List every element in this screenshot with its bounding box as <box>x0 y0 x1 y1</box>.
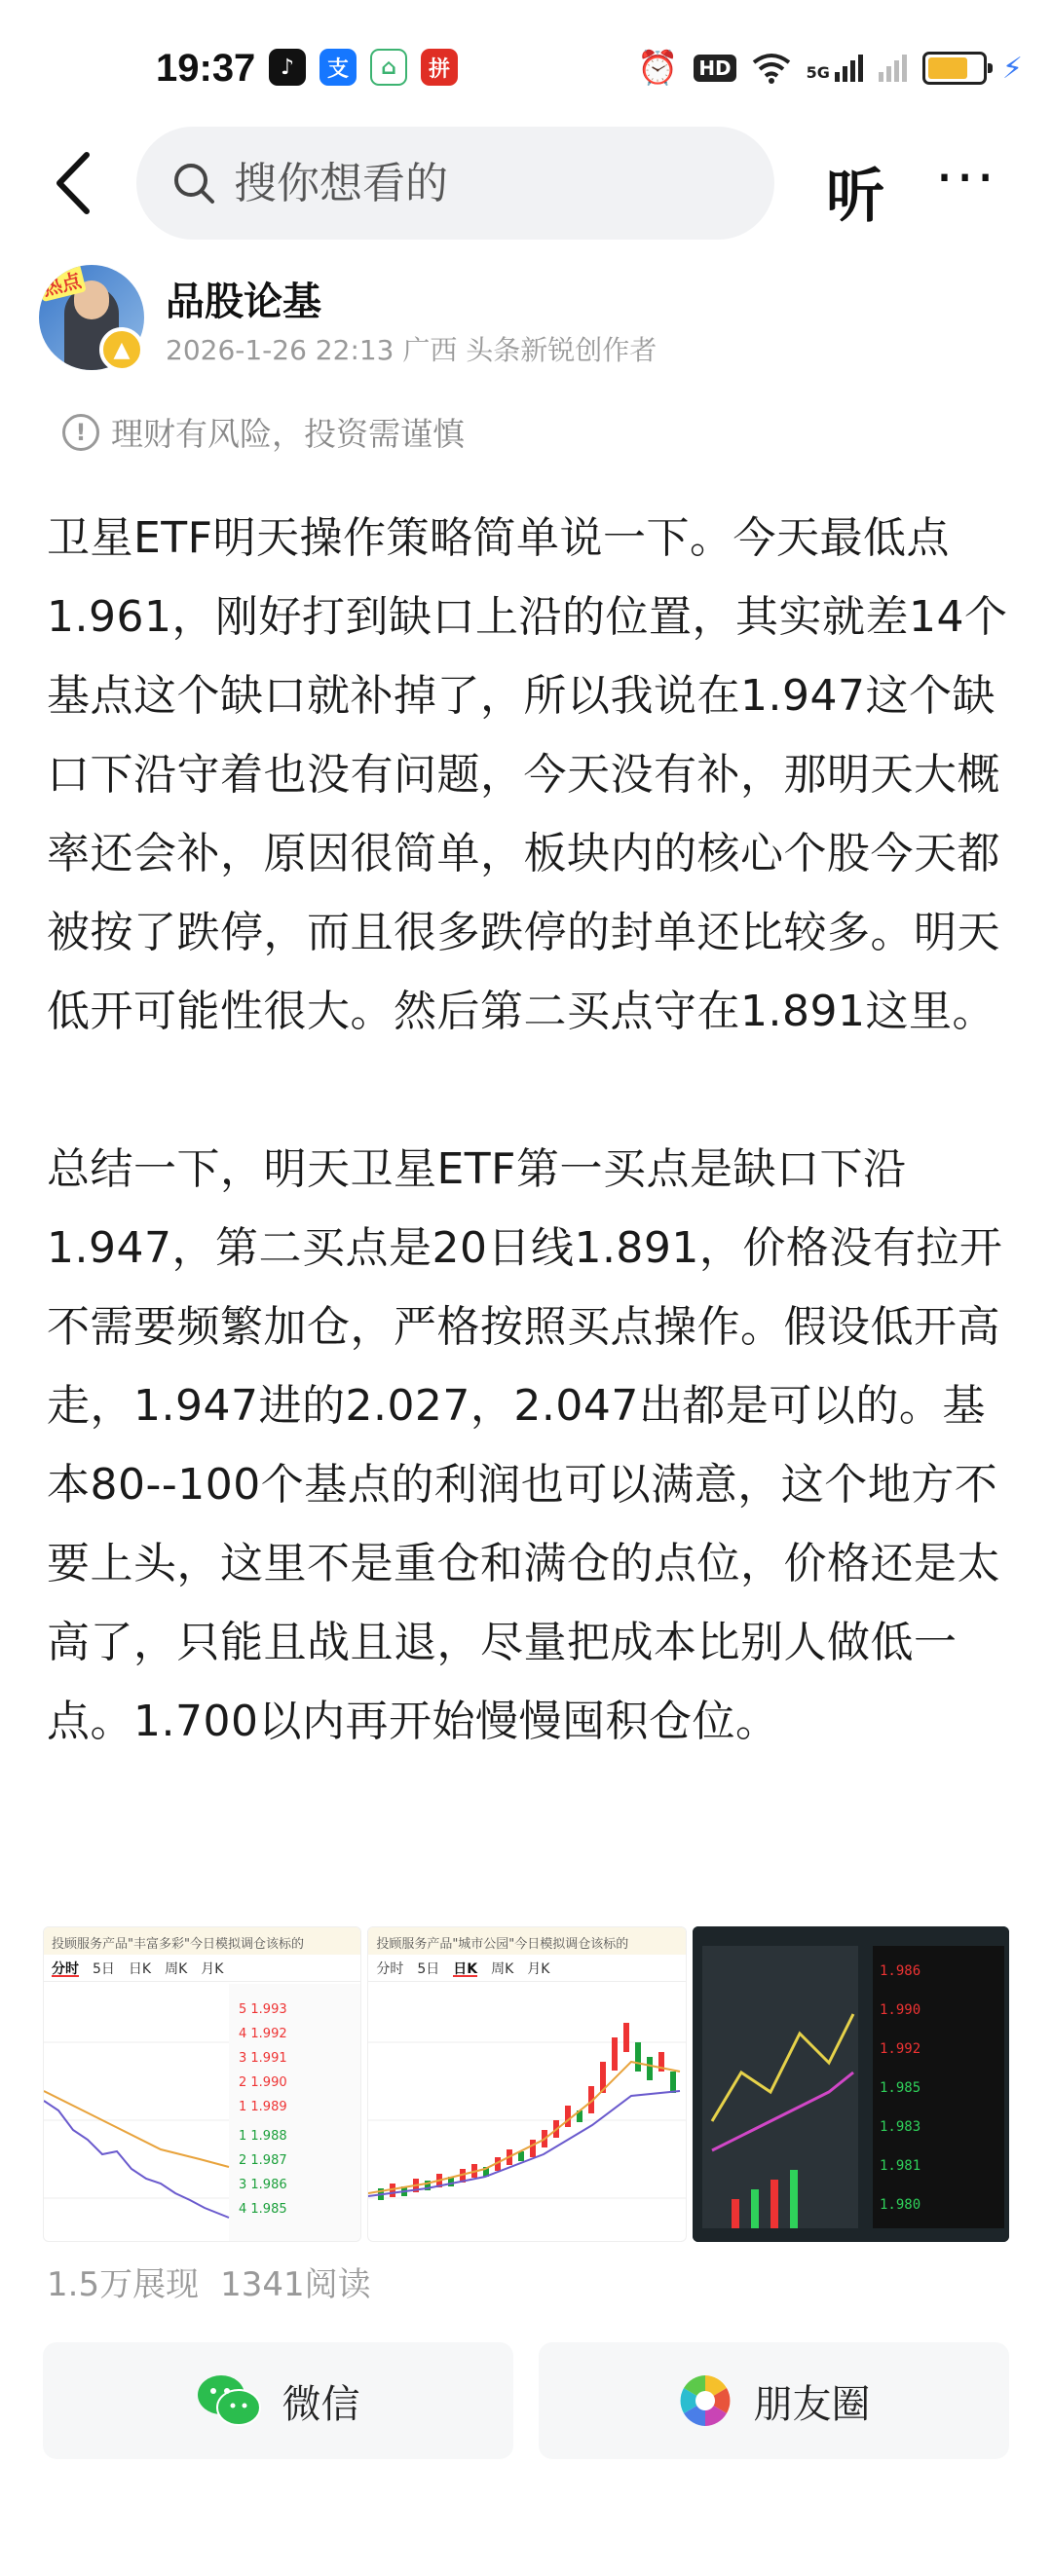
svg-text:1.981: 1.981 <box>879 2158 920 2174</box>
image-tabs: 分时 5日 日K 周K 月K <box>44 1955 360 1982</box>
article-body <box>47 499 1011 1761</box>
image-tabs: 分时 5日 日K 周K 月K <box>368 1955 685 1982</box>
author-info <box>39 265 1013 372</box>
svg-text:3 1.991: 3 1.991 <box>239 2051 287 2066</box>
alipay-app-icon: 支 <box>319 49 357 86</box>
wifi-icon <box>752 53 791 84</box>
wechat-icon <box>197 2373 261 2428</box>
home-app-icon: ⌂ <box>370 49 407 86</box>
search-input[interactable] <box>234 159 701 208</box>
svg-text:5 1.993: 5 1.993 <box>239 2002 287 2017</box>
hd-icon: HD <box>694 55 735 82</box>
article-paragraph: 卫星ETF明天操作策略简单说一下。今天最低点1.961，刚好打到缺口上沿的位置，其实就差14个基点这个缺口就补掉了，所以我说在1.947这个缺口下沿守着也没有问题，今天没有补，那明天大概率还会补，原因很简单，板块内的核心个股今天都被按了跌停，而且很多跌停的封单还比较多。明天低开可能性很大。然后第二买点守在1.891这里。 <box>47 513 1008 1036</box>
svg-text:1.992: 1.992 <box>879 2041 920 2057</box>
network-icon: 5G <box>807 55 863 82</box>
more-button[interactable]: ··· <box>935 144 997 212</box>
creator-badge-icon: ▲ <box>99 327 144 372</box>
svg-text:1.980: 1.980 <box>879 2197 920 2213</box>
search-box[interactable] <box>136 127 774 240</box>
image-intraday-chart[interactable] <box>43 1926 361 2242</box>
risk-tip-text: 理财有风险，投资需谨慎 <box>111 415 465 453</box>
svg-text:4 1.992: 4 1.992 <box>239 2027 287 2041</box>
image-kline-chart[interactable] <box>367 1926 686 2242</box>
kline-chart-graphic <box>368 1984 686 2242</box>
svg-text:4 1.985: 4 1.985 <box>239 2202 287 2217</box>
article-images <box>43 1926 1009 2242</box>
share-wechat-button[interactable] <box>43 2342 513 2459</box>
share-bar <box>43 2342 1009 2459</box>
search-icon <box>171 161 216 205</box>
svg-text:1.985: 1.985 <box>879 2080 920 2096</box>
share-moments-button[interactable] <box>539 2342 1009 2459</box>
pdd-app-icon: 拼 <box>421 49 458 86</box>
intraday-chart-graphic <box>44 1984 361 2242</box>
share-moments-label: 朋友圈 <box>753 2381 871 2427</box>
douyin-app-icon: ♪ <box>269 49 306 86</box>
image-monitor-photo[interactable] <box>693 1926 1009 2242</box>
author-meta: 2026-1-26 22:13 广西 头条新锐创作者 <box>166 334 658 366</box>
reads-count: 1341阅读 <box>220 2265 371 2304</box>
svg-text:1.983: 1.983 <box>879 2119 920 2135</box>
top-nav <box>0 125 1052 242</box>
signal-icon <box>879 55 907 82</box>
author-name[interactable]: 品股论基 <box>166 280 321 324</box>
status-bar <box>0 0 1052 127</box>
back-arrow-icon <box>54 151 93 215</box>
article-paragraph: 总结一下，明天卫星ETF第一买点是缺口下沿1.947，第二买点是20日线1.891，价格没有拉开不需要频繁加仓，严格按照买点操作。假设低开高走，1.947进的2.027，2.047出都是可以的。基本80--100个基点的利润也可以满意，这个地方不要上头，这里不是重仓和满仓的点位，价格还是太高了，只能且战且退，尽量把成本比别人做低一点。1.700以内再开始慢慢囤积仓位。 <box>47 1144 1003 1746</box>
status-icons <box>637 47 1023 90</box>
battery-icon <box>922 52 987 85</box>
svg-text:2 1.987: 2 1.987 <box>239 2153 287 2168</box>
svg-text:1 1.988: 1 1.988 <box>239 2129 287 2144</box>
status-time: 19:37 <box>156 47 256 90</box>
image-banner: 投顾服务产品"城市公园"今日模拟调仓该标的 <box>368 1927 685 1955</box>
impressions-count: 1.5万展现 <box>47 2265 200 2304</box>
back-button[interactable] <box>39 146 107 220</box>
svg-text:2 1.990: 2 1.990 <box>239 2075 287 2090</box>
article-stats <box>47 2258 371 2305</box>
charging-icon: ⚡ <box>1001 51 1023 86</box>
share-wechat-label: 微信 <box>282 2381 360 2427</box>
risk-tip <box>62 409 465 455</box>
svg-text:1.986: 1.986 <box>879 1963 920 1979</box>
listen-button[interactable]: 听 <box>826 163 884 231</box>
info-icon: ! <box>62 414 99 451</box>
moments-icon <box>678 2373 733 2428</box>
avatar-tag: 热点 <box>39 265 87 302</box>
monitor-photo-graphic <box>693 1926 1009 2242</box>
svg-text:1.990: 1.990 <box>879 2002 920 2018</box>
alarm-icon: ⏰ <box>636 49 679 88</box>
svg-text:1 1.989: 1 1.989 <box>239 2100 287 2114</box>
svg-text:3 1.986: 3 1.986 <box>239 2178 287 2192</box>
image-banner: 投顾服务产品"丰富多彩"今日模拟调仓该标的 <box>44 1927 360 1955</box>
